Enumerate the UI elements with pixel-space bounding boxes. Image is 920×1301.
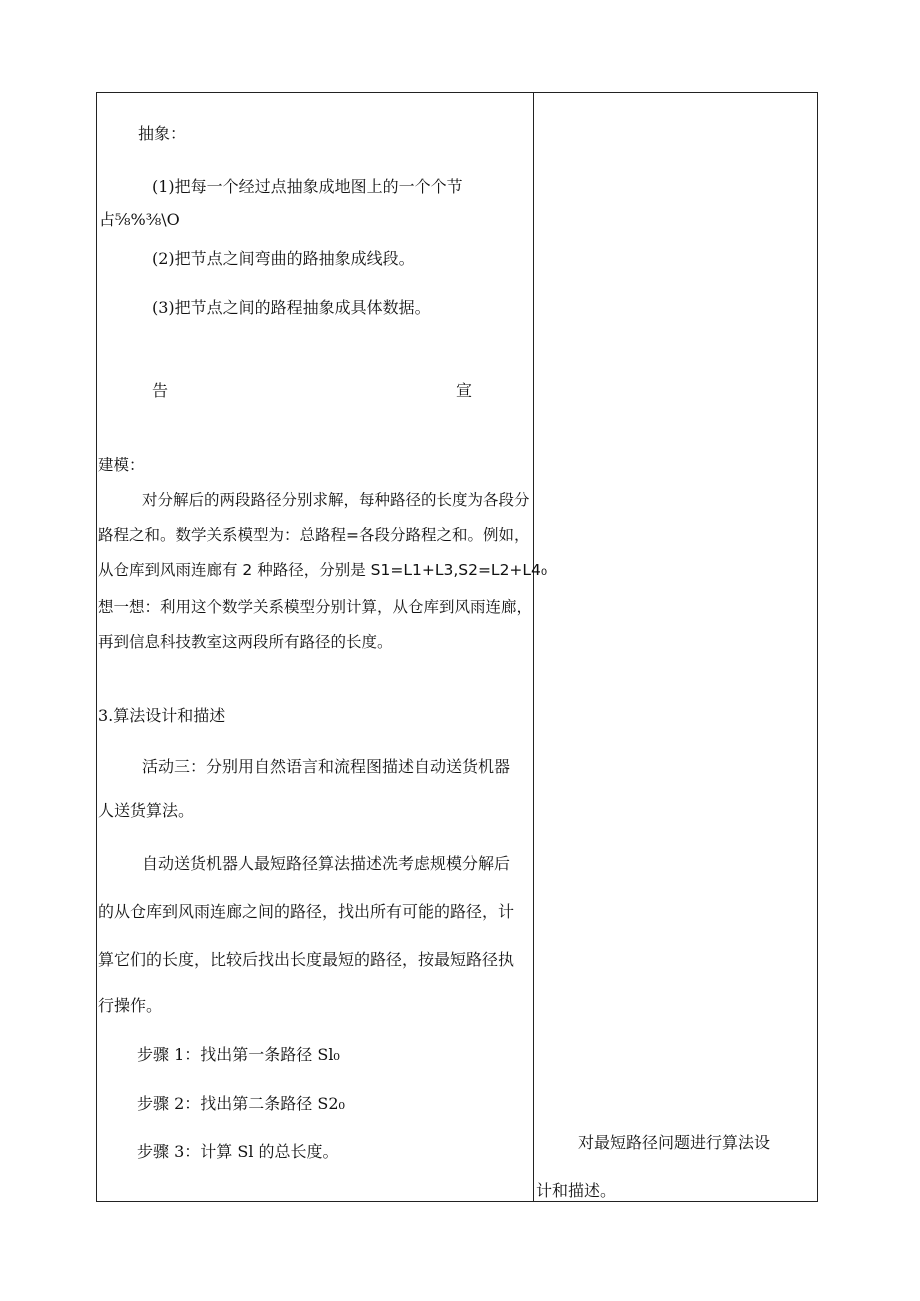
abstraction-item-1-cont: 占⅝%⅜\O bbox=[99, 210, 180, 229]
algorithm-heading: 3.算法设计和描述 bbox=[98, 706, 226, 725]
abstraction-item-2: (2)把节点之间弯曲的路抽象成线段。 bbox=[152, 249, 415, 268]
activity-line-2: 人送货算法。 bbox=[98, 801, 195, 820]
right-note-line-2: 计和描述。 bbox=[536, 1181, 617, 1200]
description-line-3: 算它们的长度，比较后找出长度最短的路径，按最短路径执 bbox=[98, 950, 515, 969]
modeling-heading: 建模： bbox=[98, 456, 145, 474]
step-2: 步骤 2：找出第二条路径 S2₀ bbox=[137, 1094, 345, 1113]
notice-left-char: 告 bbox=[152, 381, 169, 400]
description-line-4: 行操作。 bbox=[98, 996, 163, 1015]
step-1: 步骤 1：找出第一条路径 Sl₀ bbox=[137, 1045, 340, 1064]
description-line-2: 的从仓库到风雨连廊之间的路径，找出所有可能的路径，计 bbox=[98, 902, 515, 921]
modeling-line-3: 从仓库到风雨连廊有 2 种路径，分别是 S1=L1+L3,S2=L2+L4₀ bbox=[98, 561, 548, 579]
modeling-line-5: 再到信息科技教室这两段所有路径的长度。 bbox=[98, 633, 393, 651]
modeling-line-1: 对分解后的两段路径分别求解，每种路径的长度为各段分 bbox=[142, 491, 530, 509]
column-divider bbox=[533, 92, 534, 1202]
modeling-line-2: 路程之和。数学关系模型为：总路程=各段分路程之和。例如， bbox=[98, 526, 530, 544]
notice-right-char: 宣 bbox=[456, 381, 473, 400]
modeling-line-4: 想一想：利用这个数学关系模型分别计算，从仓库到风雨连廊， bbox=[98, 598, 533, 616]
right-note-line-1: 对最短路径问题进行算法设 bbox=[578, 1133, 771, 1152]
abstraction-item-1: (1)把每一个经过点抽象成地图上的一个个节 bbox=[152, 177, 463, 196]
activity-line-1: 活动三：分别用自然语言和流程图描述自动送货机器 bbox=[142, 757, 511, 776]
abstraction-item-3: (3)把节点之间的路程抽象成具体数据。 bbox=[152, 298, 431, 317]
description-line-1: 自动送货机器人最短路径算法描述冼考虑规模分解后 bbox=[142, 854, 511, 873]
step-3: 步骤 3：计算 Sl 的总长度。 bbox=[137, 1142, 339, 1161]
abstraction-heading: 抽象： bbox=[138, 124, 187, 143]
